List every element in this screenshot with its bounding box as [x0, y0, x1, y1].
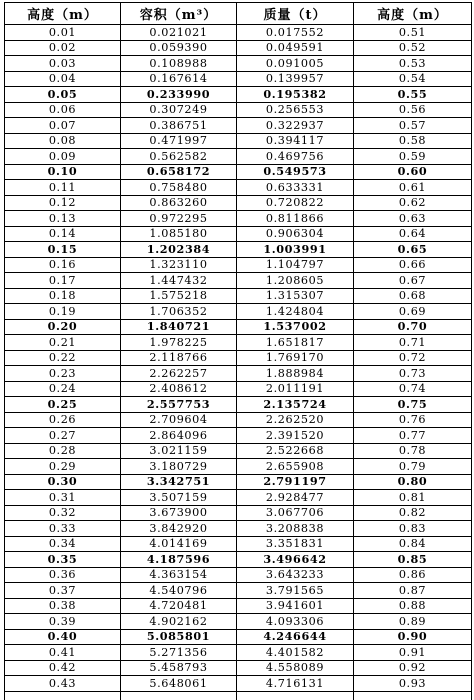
- cell-volume: 4.540796: [121, 583, 237, 599]
- table-row: [5, 536, 472, 552]
- cell-volume: 2.557753: [121, 397, 237, 413]
- cell-mass: 0.091005: [237, 56, 354, 72]
- cell-mass: 0.139957: [237, 71, 354, 87]
- cell-height: 0.05: [5, 87, 121, 103]
- cell-mass: 2.135724: [237, 397, 354, 413]
- cell-mass: 2.928477: [237, 490, 354, 506]
- cell-height: 0.30: [5, 474, 121, 490]
- cell-volume: 5.458793: [121, 660, 237, 676]
- table-row: [5, 335, 472, 351]
- table-row: [5, 412, 472, 428]
- cell-height-2: 0.66: [354, 257, 472, 273]
- table-row: [5, 366, 472, 382]
- cell-mass: 3.067706: [237, 505, 354, 521]
- table-row: [5, 381, 472, 397]
- cell-volume: 2.408612: [121, 381, 237, 397]
- cell-height-2: 0.77: [354, 428, 472, 444]
- cell-mass: 1.315307: [237, 288, 354, 304]
- cell-height-2: 0.76: [354, 412, 472, 428]
- table-row: [5, 676, 472, 692]
- header-height: 高度（m）: [5, 3, 121, 25]
- cell-height-2: 0.92: [354, 660, 472, 676]
- cell-height-2: 0.62: [354, 195, 472, 211]
- cell-height-2: 0.73: [354, 366, 472, 382]
- cell-mass: 0.549573: [237, 164, 354, 180]
- cell-height-2: 0.70: [354, 319, 472, 335]
- capacity-table: [4, 2, 472, 700]
- cell-height: 0.16: [5, 257, 121, 273]
- cell-volume: 0.021021: [121, 25, 237, 41]
- cell-height-2: 0.57: [354, 118, 472, 134]
- cell-mass: 2.262520: [237, 412, 354, 428]
- cell-height-2: 0.67: [354, 273, 472, 289]
- cell-mass: 0.394117: [237, 133, 354, 149]
- table-row: [5, 319, 472, 335]
- cell-height-2: 0.63: [354, 211, 472, 227]
- cell-height: 0.09: [5, 149, 121, 165]
- cell-mass: 3.208838: [237, 521, 354, 537]
- cell-height: 0.20: [5, 319, 121, 335]
- table-row: [5, 164, 472, 180]
- table-row: [5, 149, 472, 165]
- table-body: [5, 25, 472, 700]
- cell-volume: 0.233990: [121, 87, 237, 103]
- cell-volume: 1.706352: [121, 304, 237, 320]
- cell-mass: 1.537002: [237, 319, 354, 335]
- cell-height: 0.14: [5, 226, 121, 242]
- cell-height: 0.35: [5, 552, 121, 568]
- cell-volume: 1.202384: [121, 242, 237, 258]
- cell-height: 0.28: [5, 443, 121, 459]
- cell-volume: 0.307249: [121, 102, 237, 118]
- cell-height-2: 0.68: [354, 288, 472, 304]
- cell-volume: 0.562582: [121, 149, 237, 165]
- cell-empty: [5, 691, 121, 700]
- cell-mass: 1.003991: [237, 242, 354, 258]
- cell-mass: 0.195382: [237, 87, 354, 103]
- cell-height-2: 0.52: [354, 40, 472, 56]
- cell-mass: 4.716131: [237, 676, 354, 692]
- cell-volume: 3.180729: [121, 459, 237, 475]
- cell-height: 0.07: [5, 118, 121, 134]
- table-row-partial: [5, 691, 472, 700]
- table-row: [5, 102, 472, 118]
- cell-height: 0.43: [5, 676, 121, 692]
- cell-height-2: 0.86: [354, 567, 472, 583]
- cell-volume: 1.085180: [121, 226, 237, 242]
- cell-height: 0.36: [5, 567, 121, 583]
- table-row: [5, 583, 472, 599]
- table-row: [5, 87, 472, 103]
- cell-mass: 3.941601: [237, 598, 354, 614]
- cell-volume: 4.902162: [121, 614, 237, 630]
- header-mass: 质量（t）: [237, 3, 354, 25]
- cell-empty: [121, 691, 237, 700]
- cell-mass: 2.791197: [237, 474, 354, 490]
- table-row: [5, 195, 472, 211]
- cell-volume: 0.658172: [121, 164, 237, 180]
- table-row: [5, 242, 472, 258]
- table-row: [5, 629, 472, 645]
- cell-volume: 3.842920: [121, 521, 237, 537]
- cell-volume: 0.972295: [121, 211, 237, 227]
- cell-height: 0.26: [5, 412, 121, 428]
- cell-height: 0.34: [5, 536, 121, 552]
- cell-mass: 0.017552: [237, 25, 354, 41]
- cell-height: 0.29: [5, 459, 121, 475]
- table-row: [5, 443, 472, 459]
- cell-mass: 0.469756: [237, 149, 354, 165]
- cell-volume: 2.118766: [121, 350, 237, 366]
- table-row: [5, 350, 472, 366]
- cell-volume: 1.575218: [121, 288, 237, 304]
- cell-volume: 4.014169: [121, 536, 237, 552]
- cell-height: 0.39: [5, 614, 121, 630]
- cell-volume: 5.648061: [121, 676, 237, 692]
- cell-height-2: 0.81: [354, 490, 472, 506]
- cell-height: 0.38: [5, 598, 121, 614]
- table-row: [5, 288, 472, 304]
- cell-volume: 1.323110: [121, 257, 237, 273]
- cell-volume: 0.167614: [121, 71, 237, 87]
- table-row: [5, 71, 472, 87]
- table-row: [5, 304, 472, 320]
- cell-volume: 0.471997: [121, 133, 237, 149]
- cell-volume: 0.108988: [121, 56, 237, 72]
- cell-height: 0.13: [5, 211, 121, 227]
- cell-height: 0.31: [5, 490, 121, 506]
- cell-height: 0.37: [5, 583, 121, 599]
- cell-height-2: 0.87: [354, 583, 472, 599]
- table-row: [5, 273, 472, 289]
- cell-height-2: 0.51: [354, 25, 472, 41]
- cell-volume: 4.363154: [121, 567, 237, 583]
- cell-height-2: 0.60: [354, 164, 472, 180]
- cell-height-2: 0.78: [354, 443, 472, 459]
- table-row: [5, 567, 472, 583]
- cell-height-2: 0.85: [354, 552, 472, 568]
- cell-height-2: 0.90: [354, 629, 472, 645]
- cell-volume: 1.447432: [121, 273, 237, 289]
- cell-height-2: 0.89: [354, 614, 472, 630]
- cell-mass: 1.424804: [237, 304, 354, 320]
- cell-height-2: 0.61: [354, 180, 472, 196]
- cell-height: 0.10: [5, 164, 121, 180]
- cell-empty: [237, 691, 354, 700]
- cell-height: 0.18: [5, 288, 121, 304]
- cell-mass: 0.906304: [237, 226, 354, 242]
- cell-empty: [354, 691, 472, 700]
- cell-height: 0.17: [5, 273, 121, 289]
- table-row: [5, 490, 472, 506]
- cell-mass: 1.888984: [237, 366, 354, 382]
- cell-height-2: 0.84: [354, 536, 472, 552]
- table-row: [5, 397, 472, 413]
- cell-height: 0.27: [5, 428, 121, 444]
- cell-height-2: 0.93: [354, 676, 472, 692]
- cell-height: 0.23: [5, 366, 121, 382]
- cell-height: 0.22: [5, 350, 121, 366]
- cell-mass: 1.769170: [237, 350, 354, 366]
- cell-volume: 3.673900: [121, 505, 237, 521]
- table-row: [5, 428, 472, 444]
- table-row: [5, 133, 472, 149]
- cell-height: 0.19: [5, 304, 121, 320]
- cell-height-2: 0.56: [354, 102, 472, 118]
- cell-volume: 1.978225: [121, 335, 237, 351]
- cell-height-2: 0.75: [354, 397, 472, 413]
- cell-height: 0.06: [5, 102, 121, 118]
- cell-height: 0.32: [5, 505, 121, 521]
- cell-mass: 0.811866: [237, 211, 354, 227]
- header-volume: 容积（m³）: [121, 3, 237, 25]
- header-row: [5, 3, 472, 25]
- table-row: [5, 257, 472, 273]
- cell-height-2: 0.55: [354, 87, 472, 103]
- cell-volume: 0.059390: [121, 40, 237, 56]
- cell-height-2: 0.79: [354, 459, 472, 475]
- cell-height-2: 0.58: [354, 133, 472, 149]
- cell-height-2: 0.80: [354, 474, 472, 490]
- table-row: [5, 40, 472, 56]
- cell-mass: 3.643233: [237, 567, 354, 583]
- cell-height: 0.41: [5, 645, 121, 661]
- cell-height-2: 0.65: [354, 242, 472, 258]
- cell-volume: 4.720481: [121, 598, 237, 614]
- table-row: [5, 505, 472, 521]
- cell-height: 0.33: [5, 521, 121, 537]
- cell-height: 0.03: [5, 56, 121, 72]
- cell-mass: 0.256553: [237, 102, 354, 118]
- cell-volume: 2.709604: [121, 412, 237, 428]
- cell-volume: 0.863260: [121, 195, 237, 211]
- cell-mass: 1.104797: [237, 257, 354, 273]
- cell-volume: 3.021159: [121, 443, 237, 459]
- table-row: [5, 226, 472, 242]
- cell-height: 0.24: [5, 381, 121, 397]
- cell-volume: 0.386751: [121, 118, 237, 134]
- cell-height-2: 0.53: [354, 56, 472, 72]
- cell-volume: 4.187596: [121, 552, 237, 568]
- cell-height-2: 0.83: [354, 521, 472, 537]
- cell-height: 0.15: [5, 242, 121, 258]
- cell-height-2: 0.72: [354, 350, 472, 366]
- cell-mass: 4.558089: [237, 660, 354, 676]
- table-row: [5, 25, 472, 41]
- cell-height-2: 0.64: [354, 226, 472, 242]
- cell-height: 0.40: [5, 629, 121, 645]
- table-row: [5, 645, 472, 661]
- table-row: [5, 598, 472, 614]
- cell-mass: 2.655908: [237, 459, 354, 475]
- cell-mass: 4.401582: [237, 645, 354, 661]
- cell-mass: 0.049591: [237, 40, 354, 56]
- table-row: [5, 180, 472, 196]
- table-row: [5, 474, 472, 490]
- cell-height: 0.21: [5, 335, 121, 351]
- cell-height: 0.01: [5, 25, 121, 41]
- cell-mass: 4.093306: [237, 614, 354, 630]
- table-row: [5, 211, 472, 227]
- table-row: [5, 118, 472, 134]
- cell-mass: 3.496642: [237, 552, 354, 568]
- cell-height: 0.11: [5, 180, 121, 196]
- cell-volume: 2.262257: [121, 366, 237, 382]
- cell-height: 0.12: [5, 195, 121, 211]
- cell-height: 0.25: [5, 397, 121, 413]
- cell-mass: 3.351831: [237, 536, 354, 552]
- cell-height-2: 0.69: [354, 304, 472, 320]
- cell-volume: 3.342751: [121, 474, 237, 490]
- header-height-2: 高度（m）: [354, 3, 472, 25]
- cell-height: 0.04: [5, 71, 121, 87]
- cell-mass: 2.391520: [237, 428, 354, 444]
- cell-mass: 0.633331: [237, 180, 354, 196]
- cell-mass: 4.246644: [237, 629, 354, 645]
- cell-mass: 1.651817: [237, 335, 354, 351]
- cell-height-2: 0.91: [354, 645, 472, 661]
- cell-mass: 2.522668: [237, 443, 354, 459]
- cell-volume: 5.271356: [121, 645, 237, 661]
- cell-mass: 2.011191: [237, 381, 354, 397]
- cell-volume: 5.085801: [121, 629, 237, 645]
- cell-height-2: 0.54: [354, 71, 472, 87]
- cell-height: 0.42: [5, 660, 121, 676]
- table-row: [5, 459, 472, 475]
- cell-height: 0.08: [5, 133, 121, 149]
- cell-height: 0.02: [5, 40, 121, 56]
- cell-mass: 1.208605: [237, 273, 354, 289]
- table-row: [5, 552, 472, 568]
- cell-mass: 0.322937: [237, 118, 354, 134]
- table-row: [5, 521, 472, 537]
- cell-volume: 3.507159: [121, 490, 237, 506]
- cell-mass: 0.720822: [237, 195, 354, 211]
- table-row: [5, 614, 472, 630]
- table-row: [5, 56, 472, 72]
- cell-height-2: 0.71: [354, 335, 472, 351]
- cell-volume: 0.758480: [121, 180, 237, 196]
- cell-mass: 3.791565: [237, 583, 354, 599]
- cell-volume: 1.840721: [121, 319, 237, 335]
- cell-height-2: 0.82: [354, 505, 472, 521]
- cell-height-2: 0.74: [354, 381, 472, 397]
- cell-height-2: 0.88: [354, 598, 472, 614]
- cell-height-2: 0.59: [354, 149, 472, 165]
- cell-volume: 2.864096: [121, 428, 237, 444]
